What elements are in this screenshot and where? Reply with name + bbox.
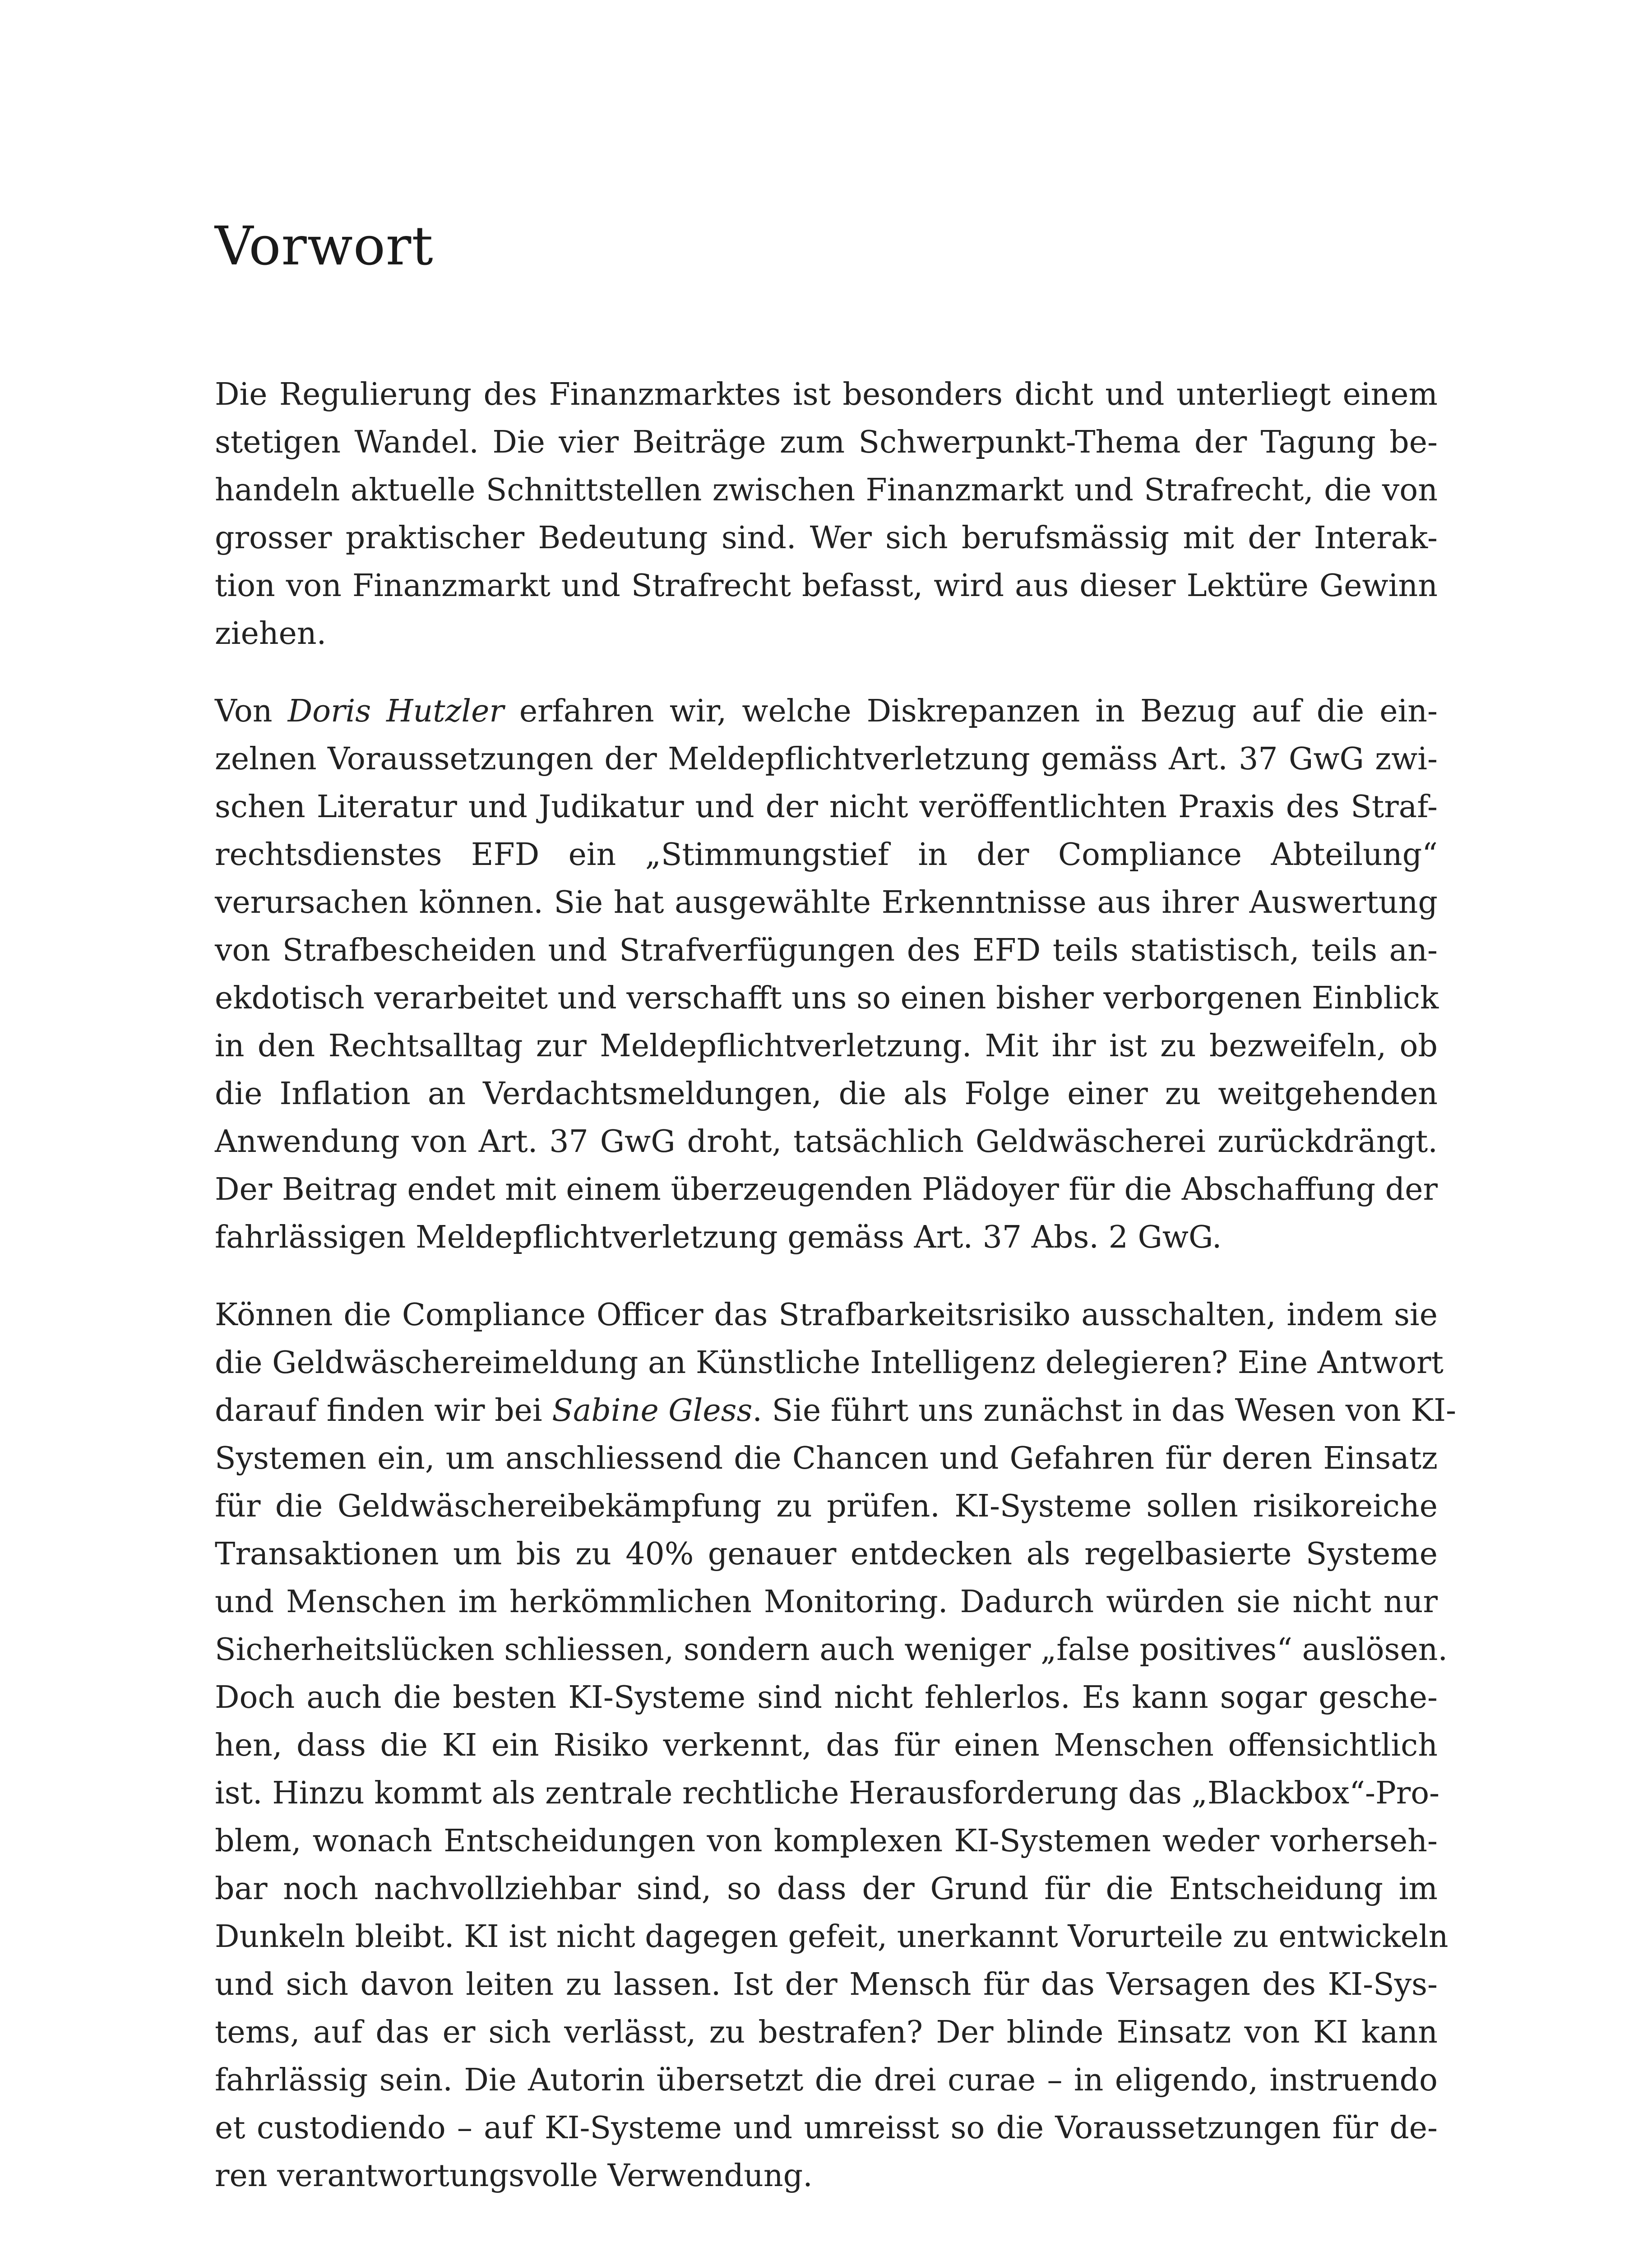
text-line: ziehen.	[215, 616, 327, 652]
text-line	[215, 688, 1438, 735]
paragraph-2	[215, 688, 1438, 1262]
text-line: Transaktionen um bis zu 40% genauer entdecken als regelbasierte Systeme	[215, 1536, 1438, 1572]
paragraph-3	[215, 1291, 1457, 2200]
text-line: Können die Compliance Officer das Strafbarkeitsrisiko ausschalten, indem sie	[215, 1297, 1438, 1333]
text-line: Sicherheitslücken schliessen, sondern auch weniger „false positives“ auslösen.	[215, 1632, 1448, 1668]
text-line: verursachen können. Sie hat ausgewählte Erkenntnisse aus ihrer Auswertung	[215, 885, 1438, 920]
text-line: tion von Finanzmarkt und Strafrecht befasst, wird aus dieser Lektüre Gewinn	[215, 568, 1438, 604]
author-name: Sabine Gless	[552, 1393, 753, 1428]
text-line	[215, 1387, 1457, 1435]
text-run: Von	[215, 693, 288, 729]
text-line: in den Rechtsalltag zur Meldepflichtverletzung. Mit ihr ist zu bezweifeln, ob	[215, 1028, 1438, 1064]
text-line: tems, auf das er sich verlässt, zu bestrafen? Der blinde Einsatz von KI kann	[215, 2015, 1438, 2050]
text-line: fahrlässigen Meldepflichtverletzung gemäss Art. 37 Abs. 2 GwG.	[215, 1220, 1222, 1255]
text-line: und Menschen im herkömmlichen Monitoring. Dadurch würden sie nicht nur	[215, 1584, 1438, 1620]
text-line: schen Literatur und Judikatur und der nicht veröffentlichten Praxis des Straf-	[215, 789, 1438, 825]
text-line: stetigen Wandel. Die vier Beiträge zum Schwerpunkt-Thema der Tagung be-	[215, 425, 1438, 460]
text-line: bar noch nachvollziehbar sind, so dass der Grund für die Entscheidung im	[215, 1871, 1438, 1907]
text-line: et custodiendo – auf KI-Systeme und umreisst so die Voraussetzungen für de-	[215, 2110, 1438, 2146]
text-run: erfahren wir, welche Diskrepanzen in Bezug auf die ein-	[504, 693, 1438, 729]
text-line: hen, dass die KI ein Risiko verkennt, das für einen Menschen offensichtlich	[215, 1728, 1438, 1763]
text-line: die Inflation an Verdachtsmeldungen, die als Folge einer zu weitgehenden	[215, 1076, 1438, 1112]
text-line: Der Beitrag endet mit einem überzeugenden Plädoyer für die Abschaffung der	[215, 1172, 1438, 1207]
text-line: ist. Hinzu kommt als zentrale rechtliche Herausforderung das „Blackbox“-Pro-	[215, 1775, 1440, 1811]
text-line: Systemen ein, um anschliessend die Chancen und Gefahren für deren Einsatz	[215, 1441, 1438, 1476]
page-title: Vorwort	[215, 215, 434, 277]
text-line: Doch auch die besten KI-Systeme sind nicht fehlerlos. Es kann sogar gesche-	[215, 1680, 1438, 1715]
author-name: Doris Hutzler	[287, 693, 504, 729]
text-run: . Sie führt uns zunächst in das Wesen von KI-	[752, 1393, 1457, 1428]
text-line: Anwendung von Art. 37 GwG droht, tatsächlich Geldwäscherei zurückdrängt.	[215, 1124, 1438, 1160]
text-line: blem, wonach Entscheidungen von komplexen KI-Systemen weder vorherseh-	[215, 1823, 1438, 1859]
body-text	[215, 371, 1457, 2200]
paragraph-spacer	[215, 1262, 1438, 1291]
text-line: von Strafbescheiden und Strafverfügungen des EFD teils statistisch, teils an-	[215, 933, 1438, 968]
text-line: ren verantwortungsvolle Verwendung.	[215, 2158, 813, 2194]
text-line: für die Geldwäschereibekämpfung zu prüfen. KI-Systeme sollen risikoreiche	[215, 1489, 1438, 1524]
text-line: fahrlässig sein. Die Autorin übersetzt die drei curae – in eligendo, instruendo	[215, 2062, 1438, 2098]
text-line: die Geldwäschereimeldung an Künstliche Intelligenz delegieren? Eine Antwort	[215, 1345, 1444, 1381]
text-line: Dunkeln bleibt. KI ist nicht dagegen gefeit, unerkannt Vorurteile zu entwickeln	[215, 1919, 1448, 1955]
text-line: rechtsdienstes EFD ein „Stimmungstief in der Compliance Abteilung“	[215, 837, 1438, 873]
text-line: handeln aktuelle Schnittstellen zwischen Finanzmarkt und Strafrecht, die von	[215, 472, 1438, 508]
paragraph-1	[215, 371, 1438, 658]
text-line: und sich davon leiten zu lassen. Ist der Mensch für das Versagen des KI-Sys-	[215, 1967, 1438, 2002]
paragraph-spacer	[215, 658, 1438, 688]
text-line: ekdotisch verarbeitet und verschafft uns so einen bisher verborgenen Einblick	[215, 980, 1439, 1016]
text-line: Die Regulierung des Finanzmarktes ist besonders dicht und unterliegt einem	[215, 377, 1438, 412]
text-line: zelnen Voraussetzungen der Meldepflichtverletzung gemäss Art. 37 GwG zwi-	[215, 741, 1438, 777]
text-run: darauf finden wir bei	[215, 1393, 552, 1428]
text-line: grosser praktischer Bedeutung sind. Wer sich berufsmässig mit der Interak-	[215, 520, 1438, 556]
